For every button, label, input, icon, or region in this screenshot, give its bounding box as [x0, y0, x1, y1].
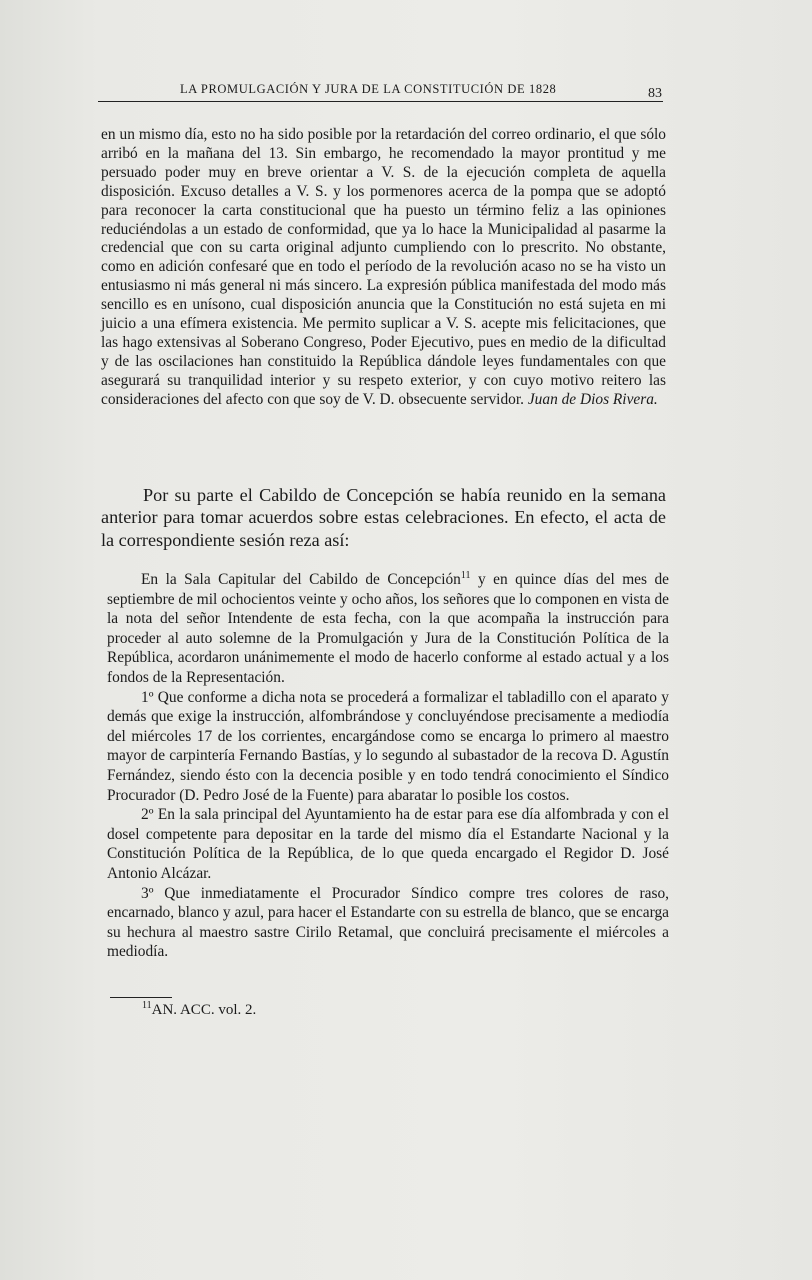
acta-quote: [107, 570, 669, 962]
footnote-number: 11: [142, 1000, 152, 1011]
acta-item-3: 3º Que inmediatamente el Procurador Síndico compre tres colores de raso, encarnado, blanco y azul, para hacer el Estandarte con su estrella de blanco, que se encarga su hechura al maestro sastre Cirilo Retamal, que concluirá precisamente el miércoles a mediodía.: [107, 884, 669, 961]
quoted-letter-text: [101, 126, 666, 410]
running-title: LA PROMULGACIÓN Y JURA DE LA CONSTITUCIÓN DE 1828: [180, 82, 557, 96]
acta-intro-end: y en quince días del mes de septiembre de mil ochocientos veinte y ocho años, los señores que lo componen en vista de la nota del señor Intendente de esta fecha, con la que acompaña la instrucción para proceder al auto solemne de la Promulgación y Jura de la Constitución Política de la República, acordaron unánimemente el modo de hacerlo conforme al estado actual y a los fondos de la Representación.: [107, 571, 669, 686]
header-rule: [98, 101, 663, 102]
quoted-letter: [101, 126, 666, 410]
footnote: [142, 1002, 256, 1019]
letter-body: en un mismo día, esto no ha sido posible por la retardación del correo ordinario, el que sólo arribó en la mañana del 13. Sin embargo, he recomendado la mayor prontitud y me persuado poder muy en breve orientar a V. S. de la ejecución completa de aquella disposición. Excuso detalles a V. S. y los pormenores acerca de la pompa que se adoptó para reconocer la carta constitucional que ha puesto un término feliz a las opiniones reduciéndolas a un estado de conformidad, que ya lo hace la Municipalidad al pasarme la credencial que con su carta original adjunto cumpliendo con lo prescrito. No obstante, como en adición confesaré que en todo el período de la revolución acaso no se ha visto un entusiasmo ni más general ni más sincero. La expresión pública manifestada del modo más sencillo es en unísono, cual disposición anuncia que la Constitución no está sujeta en mi juicio a una efímera existencia. Me permito suplicar a V. S. acepte mis felicitaciones, que las hago extensivas al Soberano Congreso, Poder Ejecutivo, pues en medio de la dificultad y de las oscilaciones han constituido la República dándole leyes fundamentales con que asegurará su tranquilidad interior y su respeto exterior, y con cuyo motivo reitero las consideraciones del afecto con que soy de V. D. obsecuente servidor.: [101, 126, 666, 408]
letter-signature: Juan de Dios Rivera.: [527, 390, 658, 408]
footnote-reference: 11: [460, 569, 471, 581]
body-paragraph: Por su parte el Cabildo de Concepción se había reunido en la semana anterior para tomar acuerdos sobre estas celebraciones. En efecto, el acta de la correspondiente sesión reza así:: [101, 485, 666, 550]
acta-intro-start: En la Sala Capitular del Cabildo de Concepción: [141, 571, 461, 588]
body-paragraph-block: [101, 484, 666, 551]
acta-intro: [107, 570, 669, 688]
page-header: [98, 82, 668, 112]
acta-item-1: 1º Que conforme a dicha nota se procederá a formalizar el tabladillo con el aparato y demás que exige la instrucción, alfombrándose y concluyéndose precisamente a mediodía del miércoles 17 de los corrientes, encargándose como se encarga lo primero al maestro mayor de carpintería Fernando Bastías, y lo segundo al subastador de la recova D. Agustín Fernández, siendo ésto con la decencia posible y en todo tendrá conocimiento el Síndico Procurador (D. Pedro José de la Fuente) para abaratar lo posible los costos.: [107, 688, 669, 804]
footnote-text: AN. ACC. vol. 2.: [151, 1002, 257, 1018]
acta-item-2: 2º En la sala principal del Ayuntamiento ha de estar para ese día alfombrada y con el dosel competente para depositar en la tarde del mismo día el Estandarte Nacional y la Constitución Política de la República, de lo que queda encargado el Regidor D. José Antonio Alcázar.: [107, 806, 669, 882]
footnote-rule: [110, 997, 172, 998]
page-number: 83: [648, 86, 662, 101]
